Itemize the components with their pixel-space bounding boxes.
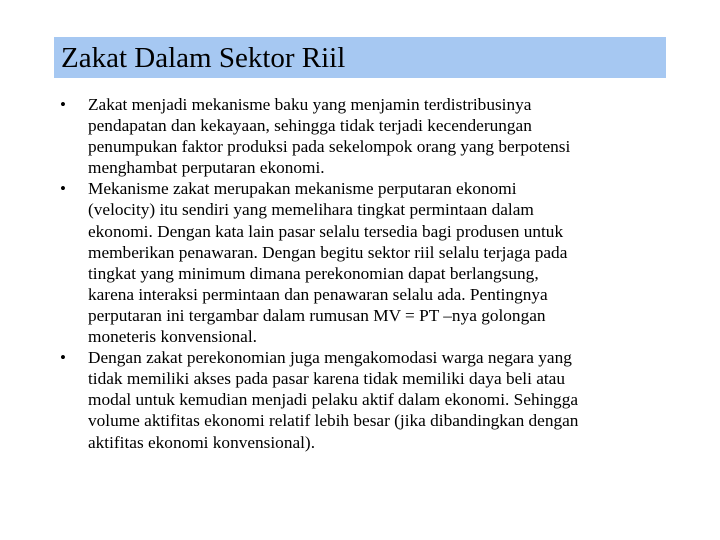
bullet-icon: • (60, 348, 66, 368)
bullet-text-line: Zakat menjadi mekanisme baku yang menjamin terdistribusinya (88, 95, 532, 114)
bullet-item (58, 347, 664, 452)
bullet-list (58, 94, 664, 453)
bullet-text-line: moneteris konvensional. (88, 327, 257, 347)
bullet-text-line: modal untuk kemudian menjadi pelaku aktif dalam ekonomi. Sehingga (88, 390, 579, 410)
bullet-icon: • (60, 95, 66, 114)
bullet-text-line: volume aktifitas ekonomi relatif lebih besar (jika dibandingkan dengan (88, 411, 579, 431)
bullet-item (58, 178, 664, 347)
bullet-text-line: Mekanisme zakat merupakan mekanisme perputaran ekonomi (88, 179, 517, 199)
bullet-text-line: memberikan penawaran. Dengan begitu sektor riil selalu terjaga pada (88, 242, 568, 262)
slide-title: Zakat Dalam Sektor Riil (61, 42, 346, 74)
bullet-text-line: (velocity) itu sendiri yang memelihara tingkat permintaan dalam (88, 200, 534, 220)
bullet-text-line: menghambat perputaran ekonomi. (88, 158, 325, 178)
bullet-text-line: tingkat yang minimum dimana perekonomian dapat berlangsung, (88, 263, 539, 283)
bullet-icon: • (60, 179, 66, 199)
bullet-text-line: penumpukan faktor produksi pada sekelompok orang yang berpotensi (88, 137, 571, 157)
bullet-text-line: perputaran ini tergambar dalam rumusan MV = PT –nya golongan (88, 305, 546, 325)
bullet-text-line: Dengan zakat perekonomian juga mengakomodasi warga negara yang (88, 348, 572, 368)
title-bar (54, 37, 666, 78)
bullet-text-line: aktifitas ekonomi konvensional). (88, 432, 316, 452)
bullet-text-line: pendapatan dan kekayaan, sehingga tidak terjadi kecenderungan (88, 116, 532, 136)
bullet-text-line: ekonomi. Dengan kata lain pasar selalu tersedia bagi produsen untuk (88, 221, 564, 241)
bullet-text-line: karena interaksi permintaan dan penawaran selalu ada. Pentingnya (88, 284, 548, 304)
bullet-item (58, 94, 664, 178)
bullet-text-line: tidak memiliki akses pada pasar karena tidak memiliki daya beli atau (88, 369, 565, 389)
